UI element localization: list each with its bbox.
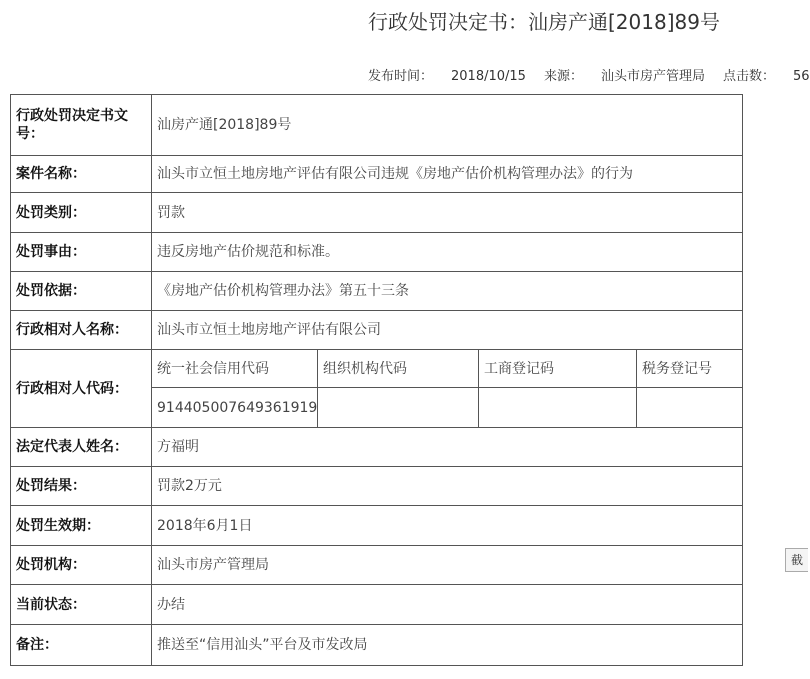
source-label: 来源：	[543, 69, 583, 84]
code-value	[318, 388, 479, 428]
table-row	[11, 311, 743, 350]
clicks-value: 56	[793, 69, 810, 84]
table-row	[11, 156, 743, 193]
table-row	[11, 506, 743, 546]
row-label: 行政处罚决定书文号：	[11, 95, 152, 156]
row-value: 汕头市立恒土地房地产评估有限公司违规《房地产估价机构管理办法》的行为	[152, 156, 743, 193]
row-value: 办结	[152, 585, 743, 625]
table-row	[11, 350, 743, 388]
screenshot-side-tab[interactable]: 截	[785, 548, 808, 572]
code-value	[479, 388, 637, 428]
code-value	[637, 388, 743, 428]
row-label: 处罚类别：	[11, 193, 152, 233]
row-label: 处罚依据：	[11, 272, 152, 311]
row-value: 汕头市立恒土地房地产评估有限公司	[152, 311, 743, 350]
row-label: 行政相对人名称：	[11, 311, 152, 350]
source-value: 汕头市房产管理局	[600, 69, 705, 84]
code-header: 组织机构代码	[318, 350, 479, 388]
row-label: 备注：	[11, 625, 152, 666]
row-value: 方福明	[152, 428, 743, 467]
row-label: 法定代表人姓名：	[11, 428, 152, 467]
code-header: 统一社会信用代码	[152, 350, 318, 388]
row-value: 汕房产通[2018]89号	[152, 95, 743, 156]
table-row	[11, 428, 743, 467]
row-label: 处罚机构：	[11, 546, 152, 585]
publish-info	[368, 69, 526, 84]
table-row	[11, 585, 743, 625]
table-row	[11, 467, 743, 506]
table-row	[11, 95, 743, 156]
table-row	[11, 272, 743, 311]
row-value: 2018年6月1日	[152, 506, 743, 546]
row-value: 违反房地产估价规范和标准。	[152, 233, 743, 272]
code-header: 税务登记号	[637, 350, 743, 388]
row-label: 当前状态：	[11, 585, 152, 625]
row-label: 处罚生效期：	[11, 506, 152, 546]
row-label: 案件名称：	[11, 156, 152, 193]
publish-label: 发布时间：	[368, 69, 434, 84]
penalty-decision-table	[10, 94, 743, 666]
remark-value: 推送至“信用汕头”平台及市发改局	[152, 625, 743, 666]
code-value: 914405007649361919	[152, 388, 318, 428]
row-value: 《房地产估价机构管理办法》第五十三条	[152, 272, 743, 311]
table-row	[11, 546, 743, 585]
row-value: 罚款	[152, 193, 743, 233]
publish-date: 2018/10/15	[451, 69, 526, 84]
row-value: 汕头市房产管理局	[152, 546, 743, 585]
row-label: 行政相对人代码：	[11, 350, 152, 428]
clicks-info	[723, 69, 810, 84]
meta-bar	[368, 65, 810, 84]
table-row	[11, 233, 743, 272]
clicks-label: 点击数：	[722, 69, 775, 84]
code-header: 工商登记码	[479, 350, 637, 388]
table-row	[11, 625, 743, 666]
source-info	[544, 69, 705, 84]
row-label: 处罚结果：	[11, 467, 152, 506]
page-title: 行政处罚决定书：汕房产通[2018]89号	[368, 10, 720, 34]
table-row	[11, 193, 743, 233]
row-label: 处罚事由：	[11, 233, 152, 272]
row-value: 罚款2万元	[152, 467, 743, 506]
